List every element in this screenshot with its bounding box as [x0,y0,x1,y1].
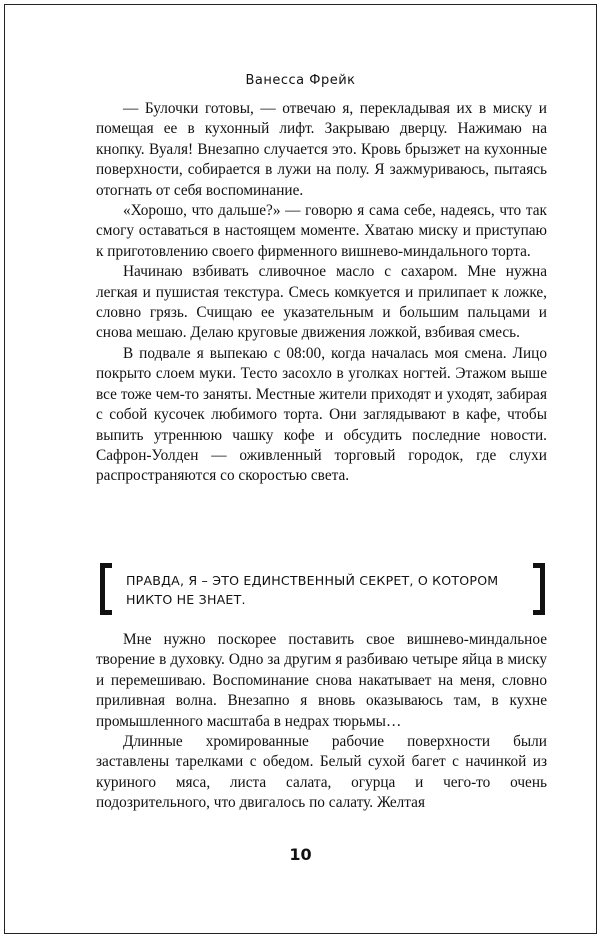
running-head-author: Ванесса Фрейк [245,73,356,88]
page-number: 10 [289,845,312,864]
paragraph: Начинаю взбивать сливочное масло с сахаром. Мне нужна легкая и пушистая текстура. Смесь комкуется и прилипает к ложке, словно грязь. Счищаю ее указательным и большим пальцами и снова мешаю. Делаю круговые движения ложкой, взбивая смесь. [96,263,547,342]
body-text-bottom [96,630,547,814]
paragraph: Длинные хромированные рабочие поверхности были заставлены тарелками с обедом. Белый сухой багет с начинкой из куриного мяса, листа салата, огурца и чего-то очень подозрительного, что двигалось по салату. Желтая [96,733,547,812]
body-text-top [96,99,547,487]
right-bracket-icon [533,563,545,615]
paragraph: В подвале я выпекаю с 08:00, когда началась моя смена. Лицо покрыто слоем муки. Тесто засохло в уголках ногтей. Этажом выше все тоже чем-то заняты. Местные жители приходят и уходят, забирая с собой кусочек любимого торта. Они заглядывают в кафе, чтобы выпить утреннюю чашку кофе и обсудить последние новости. Сафрон-Уолден — оживленный торговый городок, где слухи распространяются со скоростью света. [96,344,547,485]
pull-quote-text: ПРАВДА, Я – ЭТО ЕДИНСТВЕННЫЙ СЕКРЕТ, О КОТОРОМ НИКТО НЕ ЗНАЕТ. [126,573,499,607]
paragraph: — Булочки готовы, — отвечаю я, перекладывая их в миску и помещая ее в кухонный лифт. Закрываю дверцу. Нажимаю на кнопку. Вуаля! Внезапно случается это. Кровь брызжет на кухонные поверхности, собирается в лужи на полу. Я зажмуриваюсь, пытаясь отогнать от себя воспоминание. [96,100,547,199]
book-page [4,4,597,934]
paragraph: Мне нужно поскорее поставить свое вишнево-миндальное творение в духовку. Одно за другим я разбиваю четыре яйца в миску и перемешиваю. Воспоминание снова накатывает на меня, словно приливная волна. Внезапно я вновь оказываюсь там, в кухне промышленного масштаба в недрах тюрьмы… [96,631,547,730]
left-bracket-icon [100,563,112,615]
paragraph: «Хорошо, что дальше?» — говорю я сама себе, надеясь, что так смогу оставаться в настоящем моменте. Хватаю миску и приступаю к приготовлению своего фирменного вишнево-миндального торта. [96,202,547,260]
pull-quote [100,563,545,615]
